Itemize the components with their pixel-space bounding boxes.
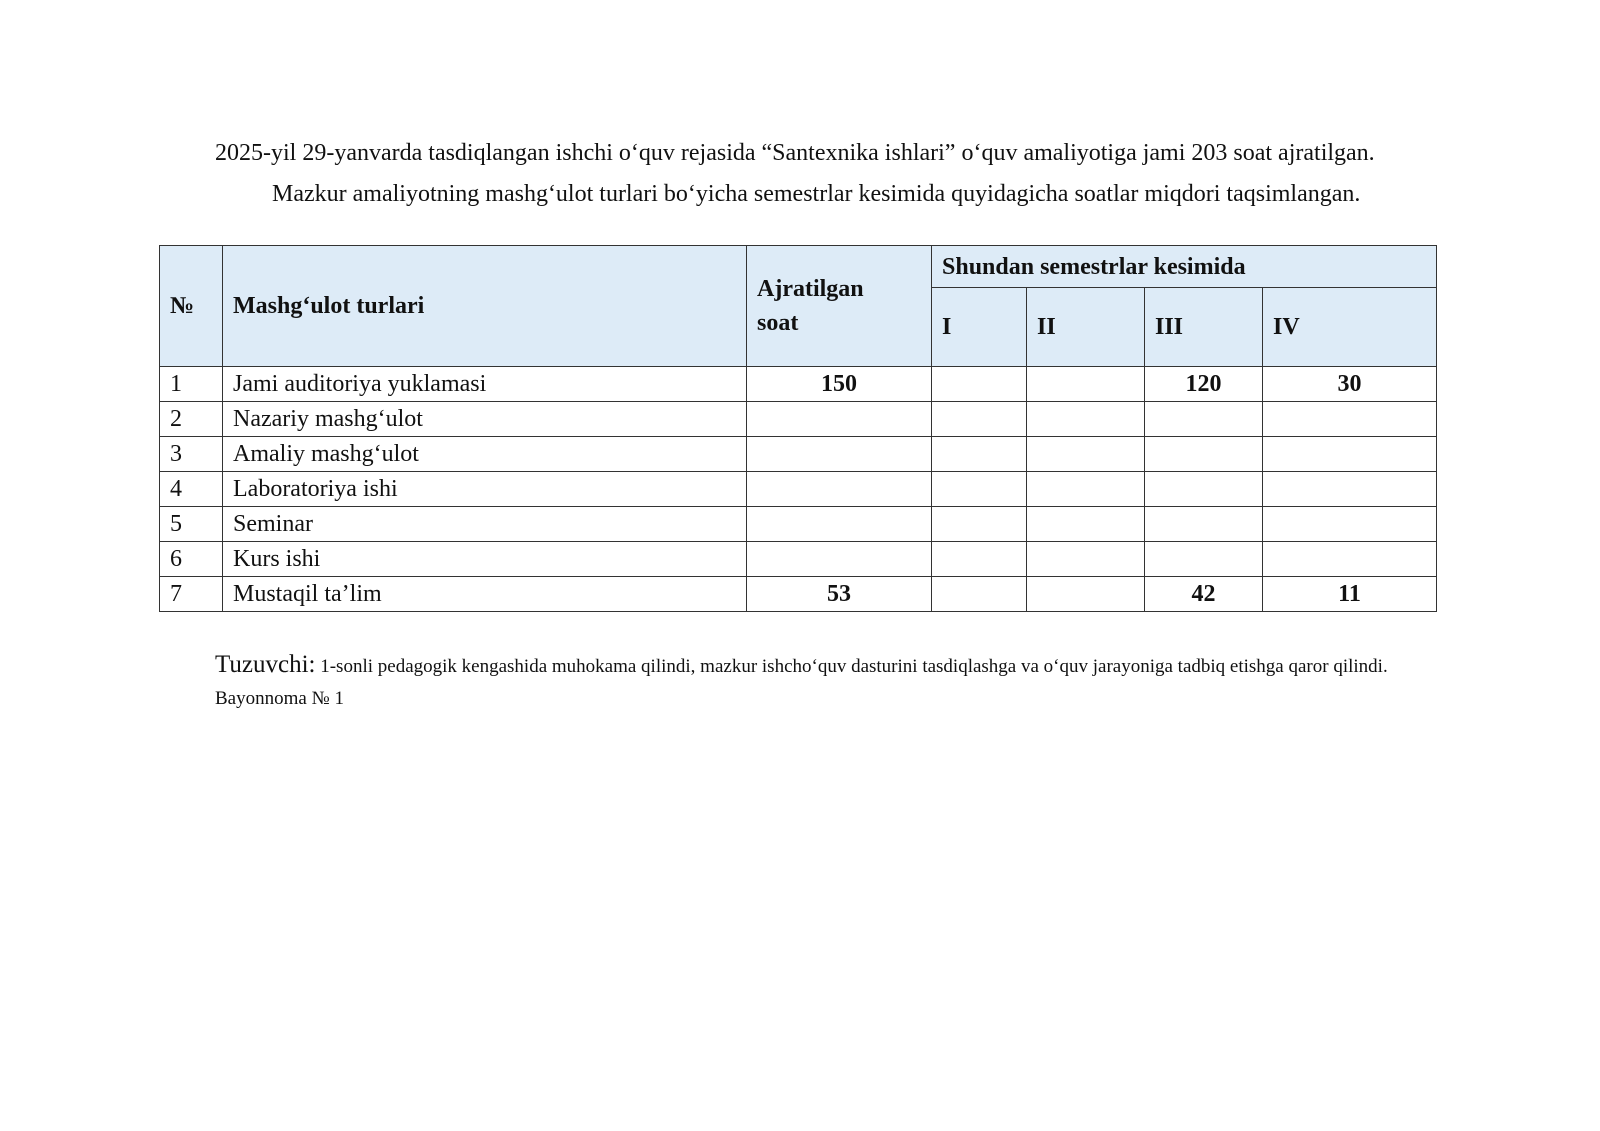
- row-semester-1: [932, 542, 1027, 577]
- row-semester-4: 30: [1263, 367, 1437, 402]
- row-lesson-type: Nazariy mashg‘ulot: [223, 402, 747, 437]
- row-allocated-hours: [747, 402, 932, 437]
- row-lesson-type: Kurs ishi: [223, 542, 747, 577]
- row-semester-4: [1263, 437, 1437, 472]
- row-lesson-type: Jami auditoriya yuklamasi: [223, 367, 747, 402]
- header-lesson-type: Mashg‘ulot turlari: [223, 246, 747, 367]
- row-semester-4: [1263, 472, 1437, 507]
- row-semester-1: [932, 367, 1027, 402]
- row-number: 5: [160, 507, 223, 542]
- row-semester-4: 11: [1263, 577, 1437, 612]
- footer-lead: Tuzuvchi:: [215, 651, 316, 678]
- row-semester-3: [1145, 542, 1263, 577]
- row-semester-1: [932, 402, 1027, 437]
- row-semester-3: [1145, 507, 1263, 542]
- row-number: 1: [160, 367, 223, 402]
- row-semester-3: [1145, 437, 1263, 472]
- row-semester-4: [1263, 542, 1437, 577]
- hours-distribution-table: [159, 245, 1437, 612]
- table-row: [160, 437, 1437, 472]
- row-number: 7: [160, 577, 223, 612]
- table-row: [160, 472, 1437, 507]
- row-semester-1: [932, 437, 1027, 472]
- row-number: 3: [160, 437, 223, 472]
- row-semester-1: [932, 472, 1027, 507]
- row-semester-4: [1263, 402, 1437, 437]
- row-semester-1: [932, 577, 1027, 612]
- row-semester-2: [1027, 542, 1145, 577]
- header-allocated-hours-line-2: soat: [757, 310, 799, 336]
- table-row: [160, 542, 1437, 577]
- header-allocated-hours-line-1: Ajratilgan: [757, 276, 864, 302]
- row-semester-1: [932, 507, 1027, 542]
- row-allocated-hours: [747, 507, 932, 542]
- header-number: №: [160, 246, 223, 367]
- row-semester-4: [1263, 507, 1437, 542]
- row-semester-2: [1027, 367, 1145, 402]
- row-lesson-type: Seminar: [223, 507, 747, 542]
- row-semester-2: [1027, 437, 1145, 472]
- table-row: [160, 402, 1437, 437]
- row-lesson-type: Mustaqil ta’lim: [223, 577, 747, 612]
- row-number: 4: [160, 472, 223, 507]
- row-allocated-hours: [747, 472, 932, 507]
- row-allocated-hours: [747, 542, 932, 577]
- footer-note: [215, 651, 1388, 679]
- table-row: [160, 507, 1437, 542]
- row-lesson-type: Laboratoriya ishi: [223, 472, 747, 507]
- row-number: 6: [160, 542, 223, 577]
- row-semester-2: [1027, 402, 1145, 437]
- row-lesson-type: Amaliy mashg‘ulot: [223, 437, 747, 472]
- row-number: 2: [160, 402, 223, 437]
- header-semester-2: II: [1027, 288, 1145, 367]
- table-row: [160, 367, 1437, 402]
- header-semester-4: IV: [1263, 288, 1437, 367]
- row-allocated-hours: 150: [747, 367, 932, 402]
- header-semesters-group: Shundan semestrlar kesimida: [932, 246, 1437, 288]
- row-semester-3: 42: [1145, 577, 1263, 612]
- row-allocated-hours: [747, 437, 932, 472]
- footer-text: 1-sonli pedagogik kengashida muhokama qilindi, mazkur ishcho‘quv dasturini tasdiqlashga va o‘quv jarayoniga tadbiq etishga qaror qilindi.: [320, 656, 1388, 677]
- header-semester-3: III: [1145, 288, 1263, 367]
- table-body: [160, 367, 1437, 612]
- row-semester-2: [1027, 577, 1145, 612]
- table-header-row: [160, 246, 1437, 288]
- table-row: [160, 577, 1437, 612]
- intro-paragraph-line-1: 2025-yil 29-yanvarda tasdiqlangan ishchi o‘quv rejasida “Santexnika ishlari” o‘quv amaliyotiga jami 203 soat ajratilgan.: [215, 140, 1375, 166]
- row-semester-3: 120: [1145, 367, 1263, 402]
- protocol-number: Bayonnoma № 1: [215, 688, 344, 709]
- row-allocated-hours: 53: [747, 577, 932, 612]
- row-semester-3: [1145, 402, 1263, 437]
- header-semester-1: I: [932, 288, 1027, 367]
- row-semester-2: [1027, 472, 1145, 507]
- row-semester-3: [1145, 472, 1263, 507]
- intro-paragraph-line-2: Mazkur amaliyotning mashg‘ulot turlari bo‘yicha semestrlar kesimida quyidagicha soatlar miqdori taqsimlangan.: [272, 181, 1361, 207]
- row-semester-2: [1027, 507, 1145, 542]
- header-allocated-hours: [747, 246, 932, 367]
